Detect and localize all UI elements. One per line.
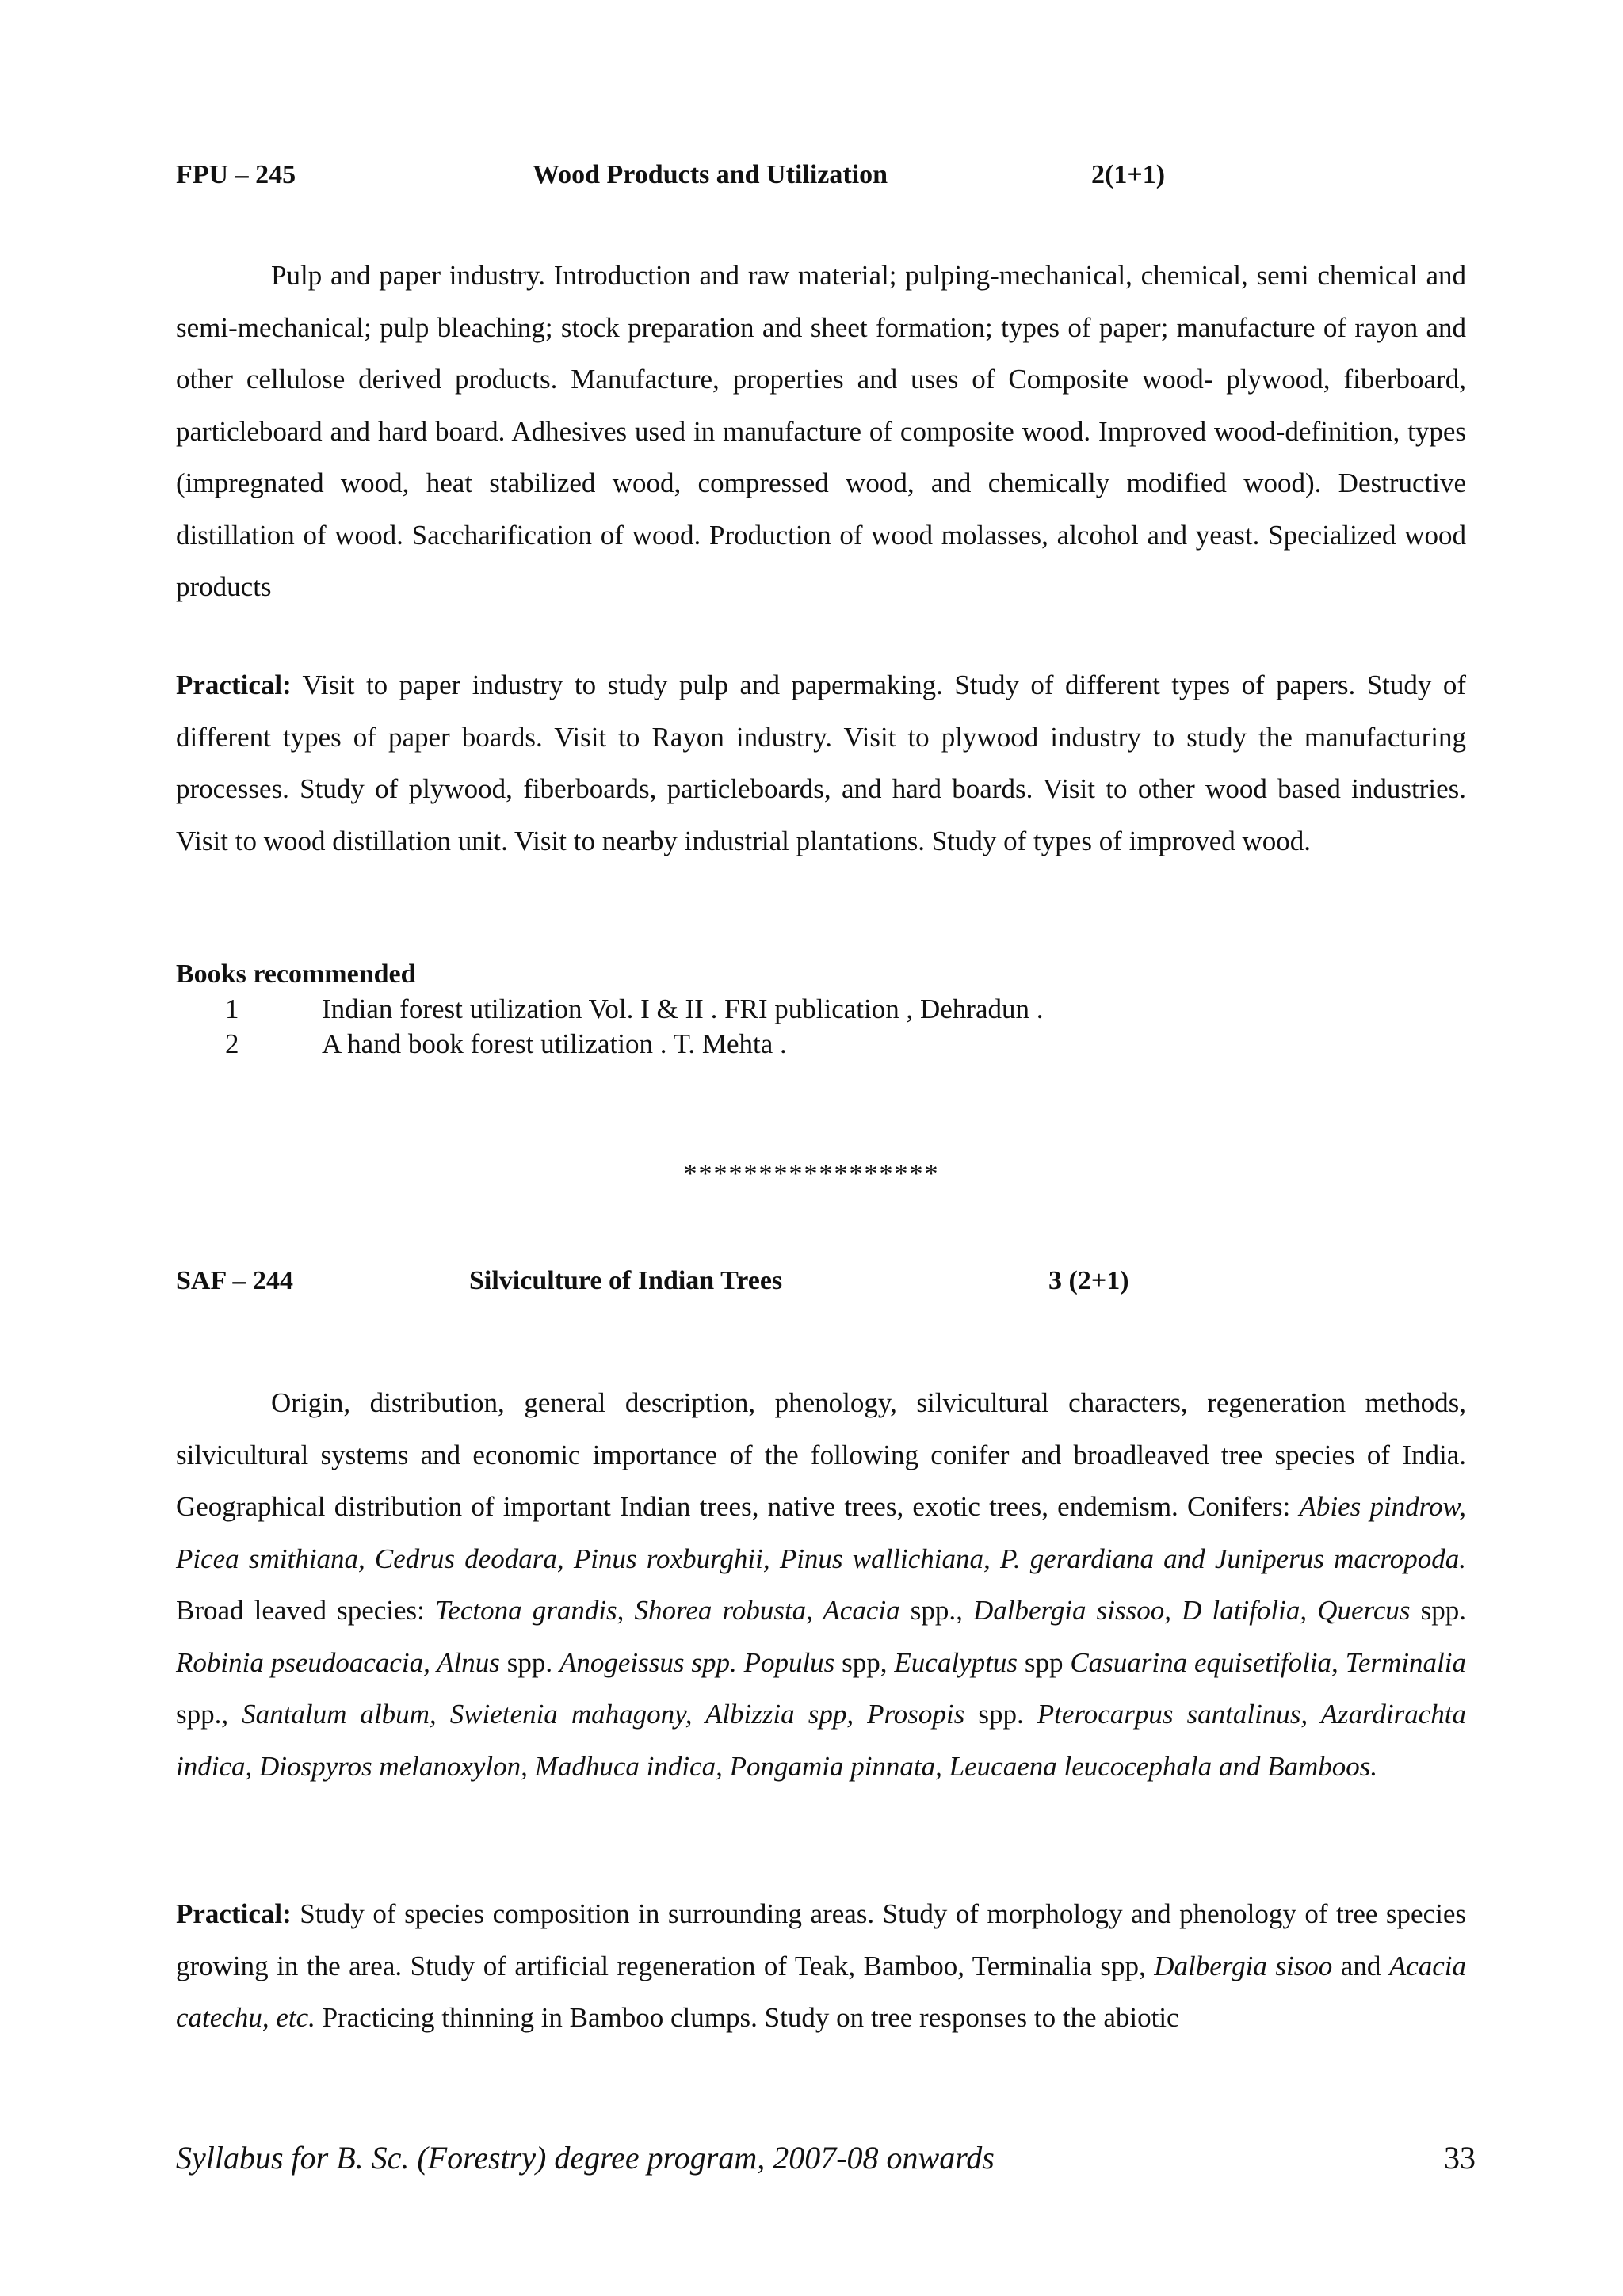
course-header-fpu-245 — [176, 155, 1476, 195]
course-title: Silviculture of Indian Trees — [469, 1266, 783, 1295]
section-separator: ***************** — [683, 1159, 940, 1188]
book-list-item — [176, 992, 1444, 1027]
course-title: Wood Products and Utilization — [533, 160, 888, 189]
course-code: FPU – 245 — [176, 160, 296, 189]
practical-label: Practical: — [176, 1898, 292, 1929]
page-number: 33 — [1444, 2140, 1476, 2176]
course-header-saf-244 — [176, 1261, 1476, 1301]
book-title: A hand book forest utilization . T. Mehta . — [322, 1028, 787, 1059]
book-list-item — [176, 1027, 1444, 1062]
course-code: SAF – 244 — [176, 1266, 293, 1295]
book-number: 2 — [225, 1028, 239, 1059]
footer-text: Syllabus for B. Sc. (Forestry) degree program, 2007-08 onwards — [176, 2140, 995, 2176]
practical-paragraph: Practical: Study of species composition in surrounding areas. Study of morphology and phenology of tree species growing in the area. Study of artificial regeneration of Teak, Bamboo, Terminalia spp, Dalbergia sisoo and Acacia catechu, etc. Practicing thinning in Bamboo clumps. Study on tree responses to the abiotic — [176, 1898, 1466, 2033]
course-description: Origin, distribution, general description, phenology, silvicultural characters, regeneration methods, silvicultural systems and economic importance of the following conifer and broadleaved tree species of India. Geographical distribution of important Indian trees, native trees, exotic trees, endemism. Conifers: Abies pindrow, Picea smithiana, Cedrus deodara, Pinus roxburghii, Pinus wallichiana, P. gerardiana and Juniperus macropoda. Broad leaved species: Tectona grandis, Shorea robusta, Acacia spp., Dalbergia sissoo, D latifolia, Quercus spp. Robinia pseudoacacia, Alnus spp. Anogeissus spp. Populus spp, Eucalyptus spp Casuarina equisetifolia, Terminalia spp., Santalum album, Swietenia mahagony, Albizzia spp, Prosopis spp. Pterocarpus santalinus, Azardirachta indica, Diospyros melanoxylon, Madhuca indica, Pongamia pinnata, Leucaena leucocephala and Bamboos. — [176, 1387, 1467, 1782]
course-credits: 2(1+1) — [1091, 160, 1166, 189]
practical-label: Practical: — [176, 669, 292, 700]
books-recommended-heading: Books recommended — [176, 959, 416, 989]
page-footer — [176, 2136, 1476, 2180]
book-title: Indian forest utilization Vol. I & II . FRI publication , Dehradun . — [322, 994, 1044, 1024]
practical-text: Visit to paper industry to study pulp and papermaking. Study of different types of papers. Study of different types of paper boards. Visit to Rayon industry. Visit to plywood industry to study the manufacturing processes. Study of plywood, fiberboards, particleboards, and hard boards. Visit to other wood based industries. Visit to wood distillation unit. Visit to nearby industrial plantations. Study of types of improved wood. — [176, 669, 1466, 856]
course-credits: 3 (2+1) — [1048, 1266, 1129, 1295]
book-number: 1 — [225, 994, 239, 1024]
practical-paragraph — [176, 659, 1466, 867]
course-description: Pulp and paper industry. Introduction and raw material; pulping-mechanical, chemical, semi chemical and semi-mechanical; pulp bleaching; stock preparation and sheet formation; types of paper; manufacture of rayon and other cellulose derived products. Manufacture, properties and uses of Composite wood- plywood, fiberboard, particleboard and hard board. Adhesives used in manufacture of composite wood. Improved wood-definition, types (impregnated wood, heat stabilized wood, compressed wood, and chemically modified wood). Destructive distillation of wood. Saccharification of wood. Production of wood molasses, alcohol and yeast. Specialized wood products — [176, 260, 1466, 602]
